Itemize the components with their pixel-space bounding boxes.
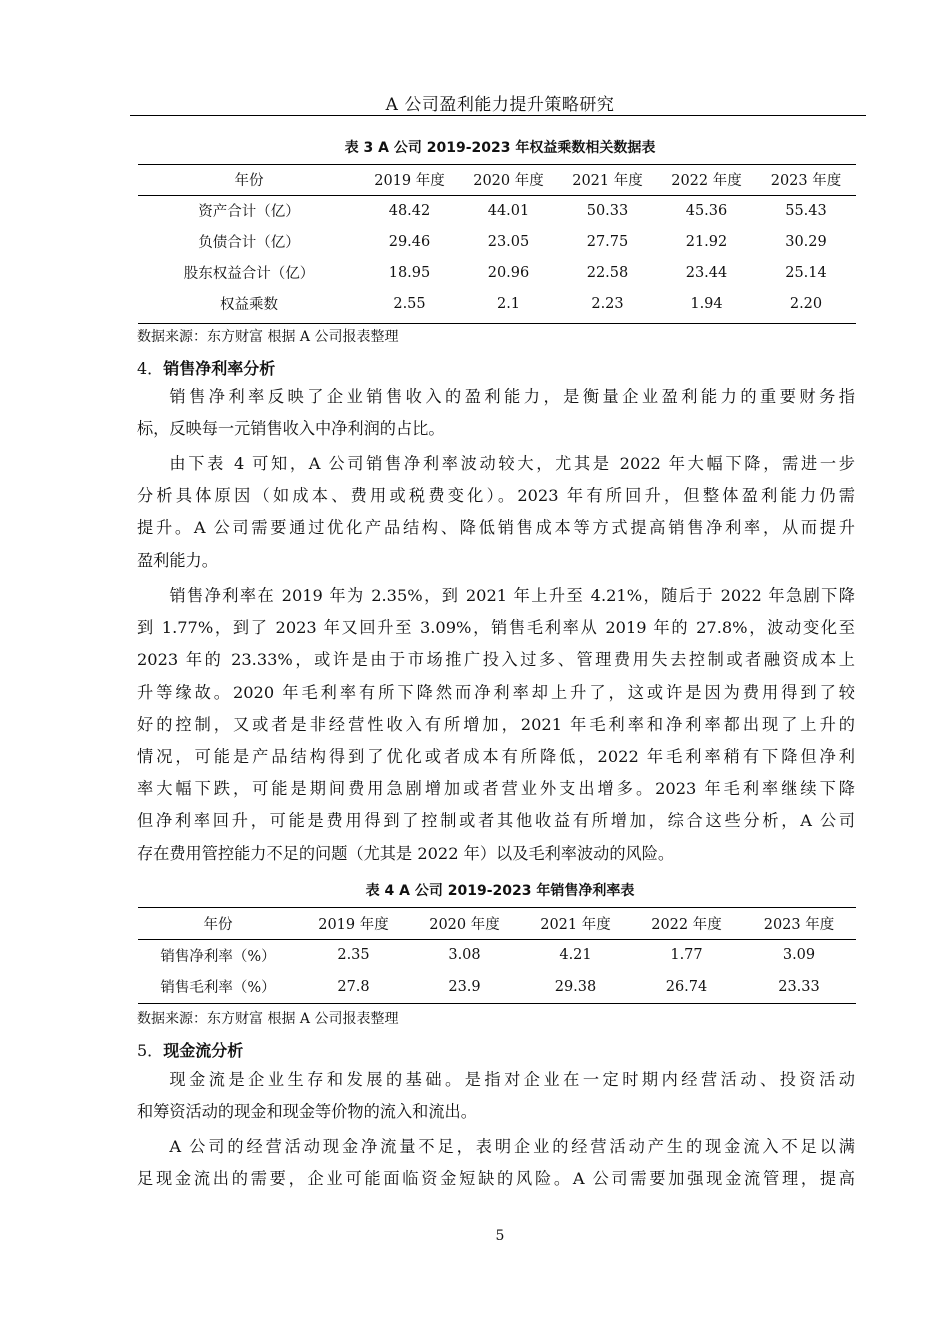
- table-cell: 1.94: [690, 295, 723, 312]
- table-cell: 4.21: [559, 947, 592, 964]
- table4-source-note: 数据来源：东方财富 根据 A 公司报表整理: [137, 1011, 399, 1027]
- text-line: 升等缘故。2020 年毛利率有所下降然而净利率却上升了，这或许是因为费用得到了较: [137, 682, 855, 702]
- section5-number: 5．: [137, 1041, 164, 1060]
- text-line: 好的控制，又或者是非经营性收入有所增加，2021 年毛利率和净利率都出现了上升的: [137, 714, 855, 734]
- table3-header-cell: 2020 年度: [459, 165, 558, 195]
- text-line: 但净利率回升，可能是费用得到了控制或者其他收益有所增加，综合这些分析，A 公司: [137, 811, 855, 831]
- table-cell: 2.35: [337, 947, 370, 964]
- table-row: [138, 971, 856, 1002]
- section4-paragraph-1: [137, 381, 855, 445]
- table-cell: 销售毛利率（%）: [160, 980, 276, 996]
- text-line: 存在费用管控能力不足的问题（尤其是 2022 年）以及毛利率波动的风险。: [137, 843, 675, 863]
- text-line: 足现金流出的需要，企业可能面临资金短缺的风险。A 公司需要加强现金流管理，提高: [137, 1169, 855, 1189]
- table-cell: 48.42: [388, 202, 431, 219]
- table-cell: 权益乘数: [220, 297, 278, 313]
- table3-header-row: [138, 165, 856, 195]
- table3-header-cell: 2023 年度: [756, 165, 856, 195]
- table-cell: 29.46: [388, 233, 431, 250]
- table-cell: 2.55: [393, 295, 426, 312]
- table-cell: 44.01: [487, 202, 530, 219]
- header-rule: [130, 115, 866, 116]
- section4-paragraph-2: [137, 448, 855, 577]
- text-line: 和筹资活动的现金和现金等价物的流入和流出。: [137, 1102, 477, 1122]
- table-cell: 股东权益合计（亿）: [183, 266, 315, 282]
- table-cell: 资产合计（亿）: [198, 204, 300, 221]
- table-row: [138, 257, 856, 288]
- table4-header-row: [138, 908, 856, 939]
- table-cell: 负债合计（亿）: [198, 235, 300, 251]
- table4-header-cell: 2019 年度: [298, 908, 409, 939]
- table-cell: 3.08: [448, 947, 481, 964]
- table-row: [138, 226, 856, 257]
- table3-caption: 表 3 A 公司 2019-2023 年权益乘数相关数据表: [344, 140, 656, 156]
- section4-number: 4．: [137, 359, 164, 378]
- text-line: 销售净利率反映了企业销售收入的盈利能力，是衡量企业盈利能力的重要财务指: [169, 387, 855, 406]
- table3-header-cell: 2021 年度: [558, 165, 657, 195]
- table-cell: 2.1: [496, 295, 521, 312]
- section5-title: 现金流分析: [163, 1041, 244, 1060]
- table4-header-cell: 2023 年度: [742, 908, 856, 939]
- table-cell: 30.29: [785, 233, 827, 250]
- table-cell: 1.77: [670, 947, 703, 964]
- text-line: 由下表 4 可知，A 公司销售净利率波动较大，尤其是 2022 年大幅下降，需进一步: [169, 454, 855, 473]
- section5-heading: [137, 1038, 243, 1061]
- table-row: [138, 939, 856, 971]
- table-cell: 18.95: [388, 264, 431, 281]
- table-cell: 2.20: [789, 295, 823, 312]
- text-line: 现金流是企业生存和发展的基础。是指对企业在一定时期内经营活动、投资活动: [169, 1070, 855, 1089]
- table-cell: 2.23: [591, 295, 624, 312]
- table4-caption: 表 4 A 公司 2019-2023 年销售净利率表: [365, 883, 635, 899]
- section5-paragraph-2: [137, 1131, 855, 1195]
- section4-heading: [137, 356, 275, 379]
- table-cell: 销售净利率（%）: [160, 948, 276, 965]
- table-cell: 50.33: [586, 202, 629, 219]
- table-cell: 21.92: [685, 233, 728, 250]
- text-line: 盈利能力。: [137, 550, 218, 570]
- table-cell: 23.44: [685, 264, 728, 281]
- table-cell: 23.9: [448, 978, 481, 995]
- table-cell: 29.38: [554, 978, 597, 995]
- table-cell: 23.05: [487, 233, 530, 250]
- table-cell: 27.8: [337, 978, 370, 995]
- table4-header-cell: 2020 年度: [409, 908, 520, 939]
- section4-title: 销售净利率分析: [163, 359, 276, 378]
- table3-source-note: 数据来源：东方财富 根据 A 公司报表整理: [137, 329, 399, 345]
- table-cell: 26.74: [665, 978, 708, 995]
- table-row: [138, 195, 856, 226]
- table4-header-cell: 年份: [138, 908, 298, 939]
- text-line: 标，反映每一元销售收入中净利润的占比。: [137, 419, 445, 439]
- text-line: 到 1.77%，到了 2023 年又回升至 3.09%，销售毛利率从 2019 年的 27.8%，波动变化至: [137, 618, 855, 638]
- text-line: 分析具体原因（如成本、费用或税费变化）。2023 年有所回升，但整体盈利能力仍需: [137, 486, 855, 506]
- table4-bottom-rule: [138, 1003, 856, 1004]
- running-header-title: A 公司盈利能力提升策略研究: [385, 95, 615, 115]
- table-cell: 23.33: [778, 978, 820, 995]
- table-cell: 45.36: [685, 202, 728, 219]
- table3-header-cell: 2019 年度: [360, 165, 459, 195]
- section5-paragraph-1: [137, 1064, 855, 1128]
- table-cell: 55.43: [785, 202, 827, 219]
- table3-header-cell: 2022 年度: [657, 165, 756, 195]
- table3-bottom-rule: [138, 323, 856, 324]
- table-cell: 20.96: [487, 264, 530, 281]
- table-cell: 27.75: [586, 233, 629, 250]
- table4-header-cell: 2022 年度: [631, 908, 742, 939]
- table4: [138, 908, 856, 1002]
- text-line: 销售净利率在 2019 年为 2.35%，到 2021 年上升至 4.21%，随后于 2022 年急剧下降: [169, 586, 855, 605]
- table3-header-cell: 年份: [138, 165, 360, 195]
- table-cell: 22.58: [586, 264, 629, 281]
- table-cell: 25.14: [785, 264, 827, 281]
- text-line: 提升。A 公司需要通过优化产品结构、降低销售成本等方式提高销售净利率，从而提升: [137, 518, 855, 538]
- table-cell: 3.09: [782, 947, 816, 964]
- text-line: A 公司的经营活动现金净流量不足，表明企业的经营活动产生的现金流入不足以满: [169, 1137, 855, 1156]
- page-number: 5: [495, 1228, 505, 1244]
- section4-paragraph-3: [137, 580, 855, 870]
- table3: [138, 165, 856, 319]
- text-line: 2023 年的 23.33%，或许是由于市场推广投入过多、管理费用失去控制或者融资成本上: [137, 650, 855, 670]
- text-line: 情况，可能是产品结构得到了优化或者成本有所降低，2022 年毛利率稍有下降但净利: [137, 747, 855, 767]
- text-line: 率大幅下跌，可能是期间费用急剧增加或者营业外支出增多。2023 年毛利率继续下降: [137, 779, 855, 799]
- table-row: [138, 288, 856, 319]
- table4-header-cell: 2021 年度: [520, 908, 631, 939]
